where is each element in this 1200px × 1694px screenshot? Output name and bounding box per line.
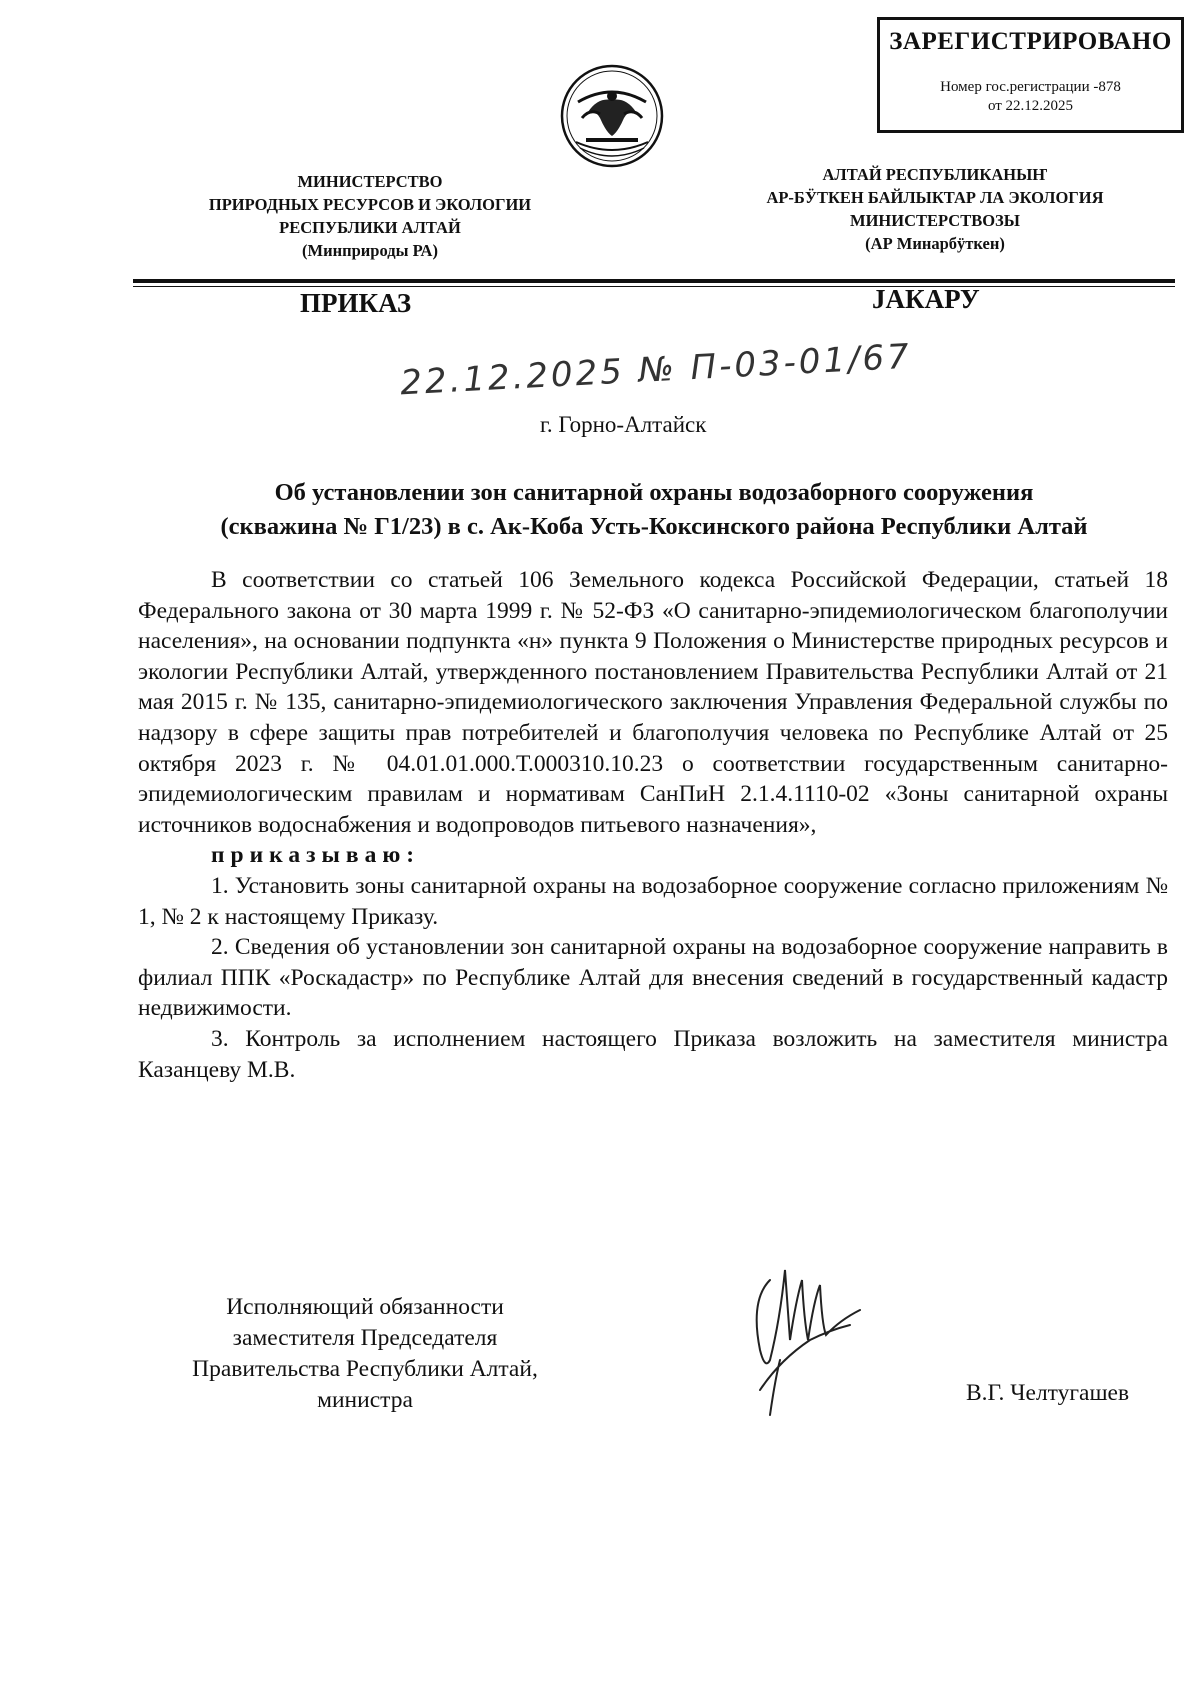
order-item: 2. Сведения об установлении зон санитарной охраны на водозаборное сооружение направить в филиал ППК «Роскадастр» по Республике Алтай для внесения сведений в государственный кадастр недвижимости. [138, 934, 1168, 1022]
stamp-reg-number: Номер гос.регистрации -878 [940, 79, 1121, 95]
order-date-number: 22.12.2025 № П-03-01/67 [399, 336, 913, 404]
order-city: г. Горно-Алтайск [540, 412, 707, 437]
signatory-position: Исполняющий обязанности заместителя Председателя Правительства Республики Алтай, министра [192, 1294, 538, 1413]
doc-type-russian: ПРИКАЗ [300, 288, 412, 318]
stamp-reg-date: от 22.12.2025 [987, 98, 1074, 114]
preamble-paragraph: В соответствии со статьей 106 Земельного кодекса Российской Федерации, статьей 18 Федерального закона от 30 марта 1999 г. № 52-ФЗ «О санитарно-эпидемиологическом благополучии населения», на основании подпункта «н» пункта 9 Положения о Министерстве природных ресурсов и экологии Республики Алтай, утвержденного постановлением Правительства Республики Алтай от 21 мая 2015 г. № 135, санитарно-эпидемиологического заключения Управления Федеральной службы по надзору в сфере защиты прав потребителей и благополучия человека по Республике Алтай от 25 октября 2023 г. № 04.01.01.000.Т.000310.10.23 о соответствии государственным санитарно-эпидемиологическим правилам и нормативам СанПиН 2.1.4.1110-02 «Зоны санитарной охраны источников водоснабжения и водопроводов питьевого назначения», [138, 567, 1168, 838]
signatory-name: В.Г. Челтугашев [966, 1380, 1130, 1406]
ministry-name-russian: МИНИСТЕРСТВО ПРИРОДНЫХ РЕСУРСОВ И ЭКОЛОГИИ РЕСПУБЛИКИ АЛТАЙ (Минприроды РА) [208, 172, 532, 260]
order-item: 1. Установить зоны санитарной охраны на водозаборное сооружение согласно приложениям № 1, № 2 к настоящему Приказу. [138, 872, 1168, 930]
registration-stamp [877, 17, 1184, 133]
header-divider-thin [133, 286, 1175, 287]
order-item: 3. Контроль за исполнением настоящего Приказа возложить на заместителя министра Казанцеву М.В. [138, 1025, 1168, 1083]
order-word: приказываю: [211, 842, 421, 869]
handwritten-signature [730, 1240, 880, 1420]
coat-of-arms-emblem-icon [558, 62, 666, 170]
header-divider-thick [133, 279, 1175, 283]
ministry-name-altai: АЛТАЙ РЕСПУБЛИКАНЫҤ АР-БӰТКЕН БАЙЛЫКТАР ЛА ЭКОЛОГИЯ МИНИСТЕРСТВОЗЫ (АР Минарбӱткен) [766, 165, 1104, 253]
doc-type-altai: ЈАКАРУ [872, 284, 980, 314]
stamp-title: ЗАРЕГИСТРИРОВАНО [889, 28, 1172, 55]
order-title: Об установлении зон санитарной охраны водозаборного сооружения (скважина № Г1/23) в с. Ак-Коба Усть-Коксинского района Республики Алтай [220, 479, 1088, 540]
order-body [138, 565, 1168, 1085]
